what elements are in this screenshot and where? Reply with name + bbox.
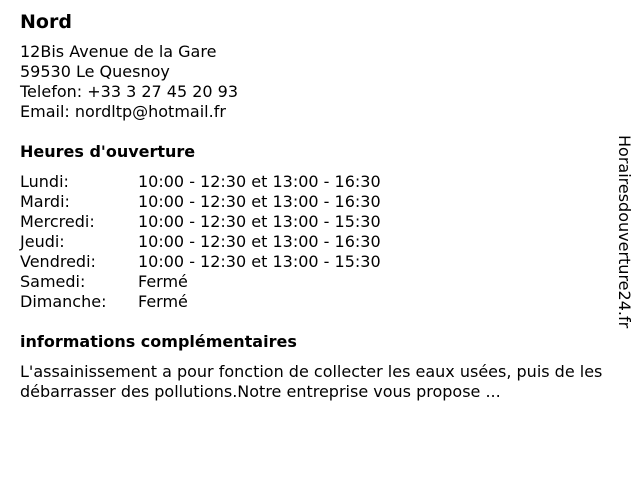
hours-row (20, 292, 381, 312)
day-hours: 10:00 - 12:30 et 13:00 - 16:30 (138, 172, 381, 191)
phone-number: Telefon: +33 3 27 45 20 93 (20, 82, 239, 101)
site-watermark: Horairesdouverture24.fr (615, 135, 634, 329)
business-name: Nord (20, 11, 72, 33)
contact-block (20, 42, 610, 122)
day-label: Mardi: (20, 192, 70, 211)
day-hours: 10:00 - 12:30 et 13:00 - 15:30 (138, 212, 381, 231)
day-hours: Fermé (138, 272, 188, 291)
hours-row (20, 272, 381, 292)
business-card (20, 0, 610, 402)
day-label: Samedi: (20, 272, 86, 291)
day-label: Dimanche: (20, 292, 107, 311)
day-hours: 10:00 - 12:30 et 13:00 - 16:30 (138, 232, 381, 251)
email-address: Email: nordltp@hotmail.fr (20, 102, 226, 121)
day-hours: Fermé (138, 292, 188, 311)
day-label: Lundi: (20, 172, 69, 191)
day-label: Jeudi: (20, 232, 65, 251)
day-label: Vendredi: (20, 252, 96, 271)
day-label: Mercredi: (20, 212, 95, 231)
address-line-1: 12Bis Avenue de la Gare (20, 42, 217, 61)
hours-row (20, 192, 381, 212)
hours-row (20, 252, 381, 272)
day-hours: 10:00 - 12:30 et 13:00 - 15:30 (138, 252, 381, 271)
hours-row (20, 212, 381, 232)
info-description: L'assainissement a pour fonction de collecter les eaux usées, puis de les débarrasser des pollutions.Notre entreprise vous propose ... (20, 362, 603, 401)
hours-row (20, 232, 381, 252)
day-hours: 10:00 - 12:30 et 13:00 - 16:30 (138, 192, 381, 211)
info-heading: informations complémentaires (20, 332, 297, 351)
hours-table (20, 172, 381, 312)
hours-heading: Heures d'ouverture (20, 142, 196, 161)
address-line-2: 59530 Le Quesnoy (20, 62, 170, 81)
hours-row (20, 172, 381, 192)
